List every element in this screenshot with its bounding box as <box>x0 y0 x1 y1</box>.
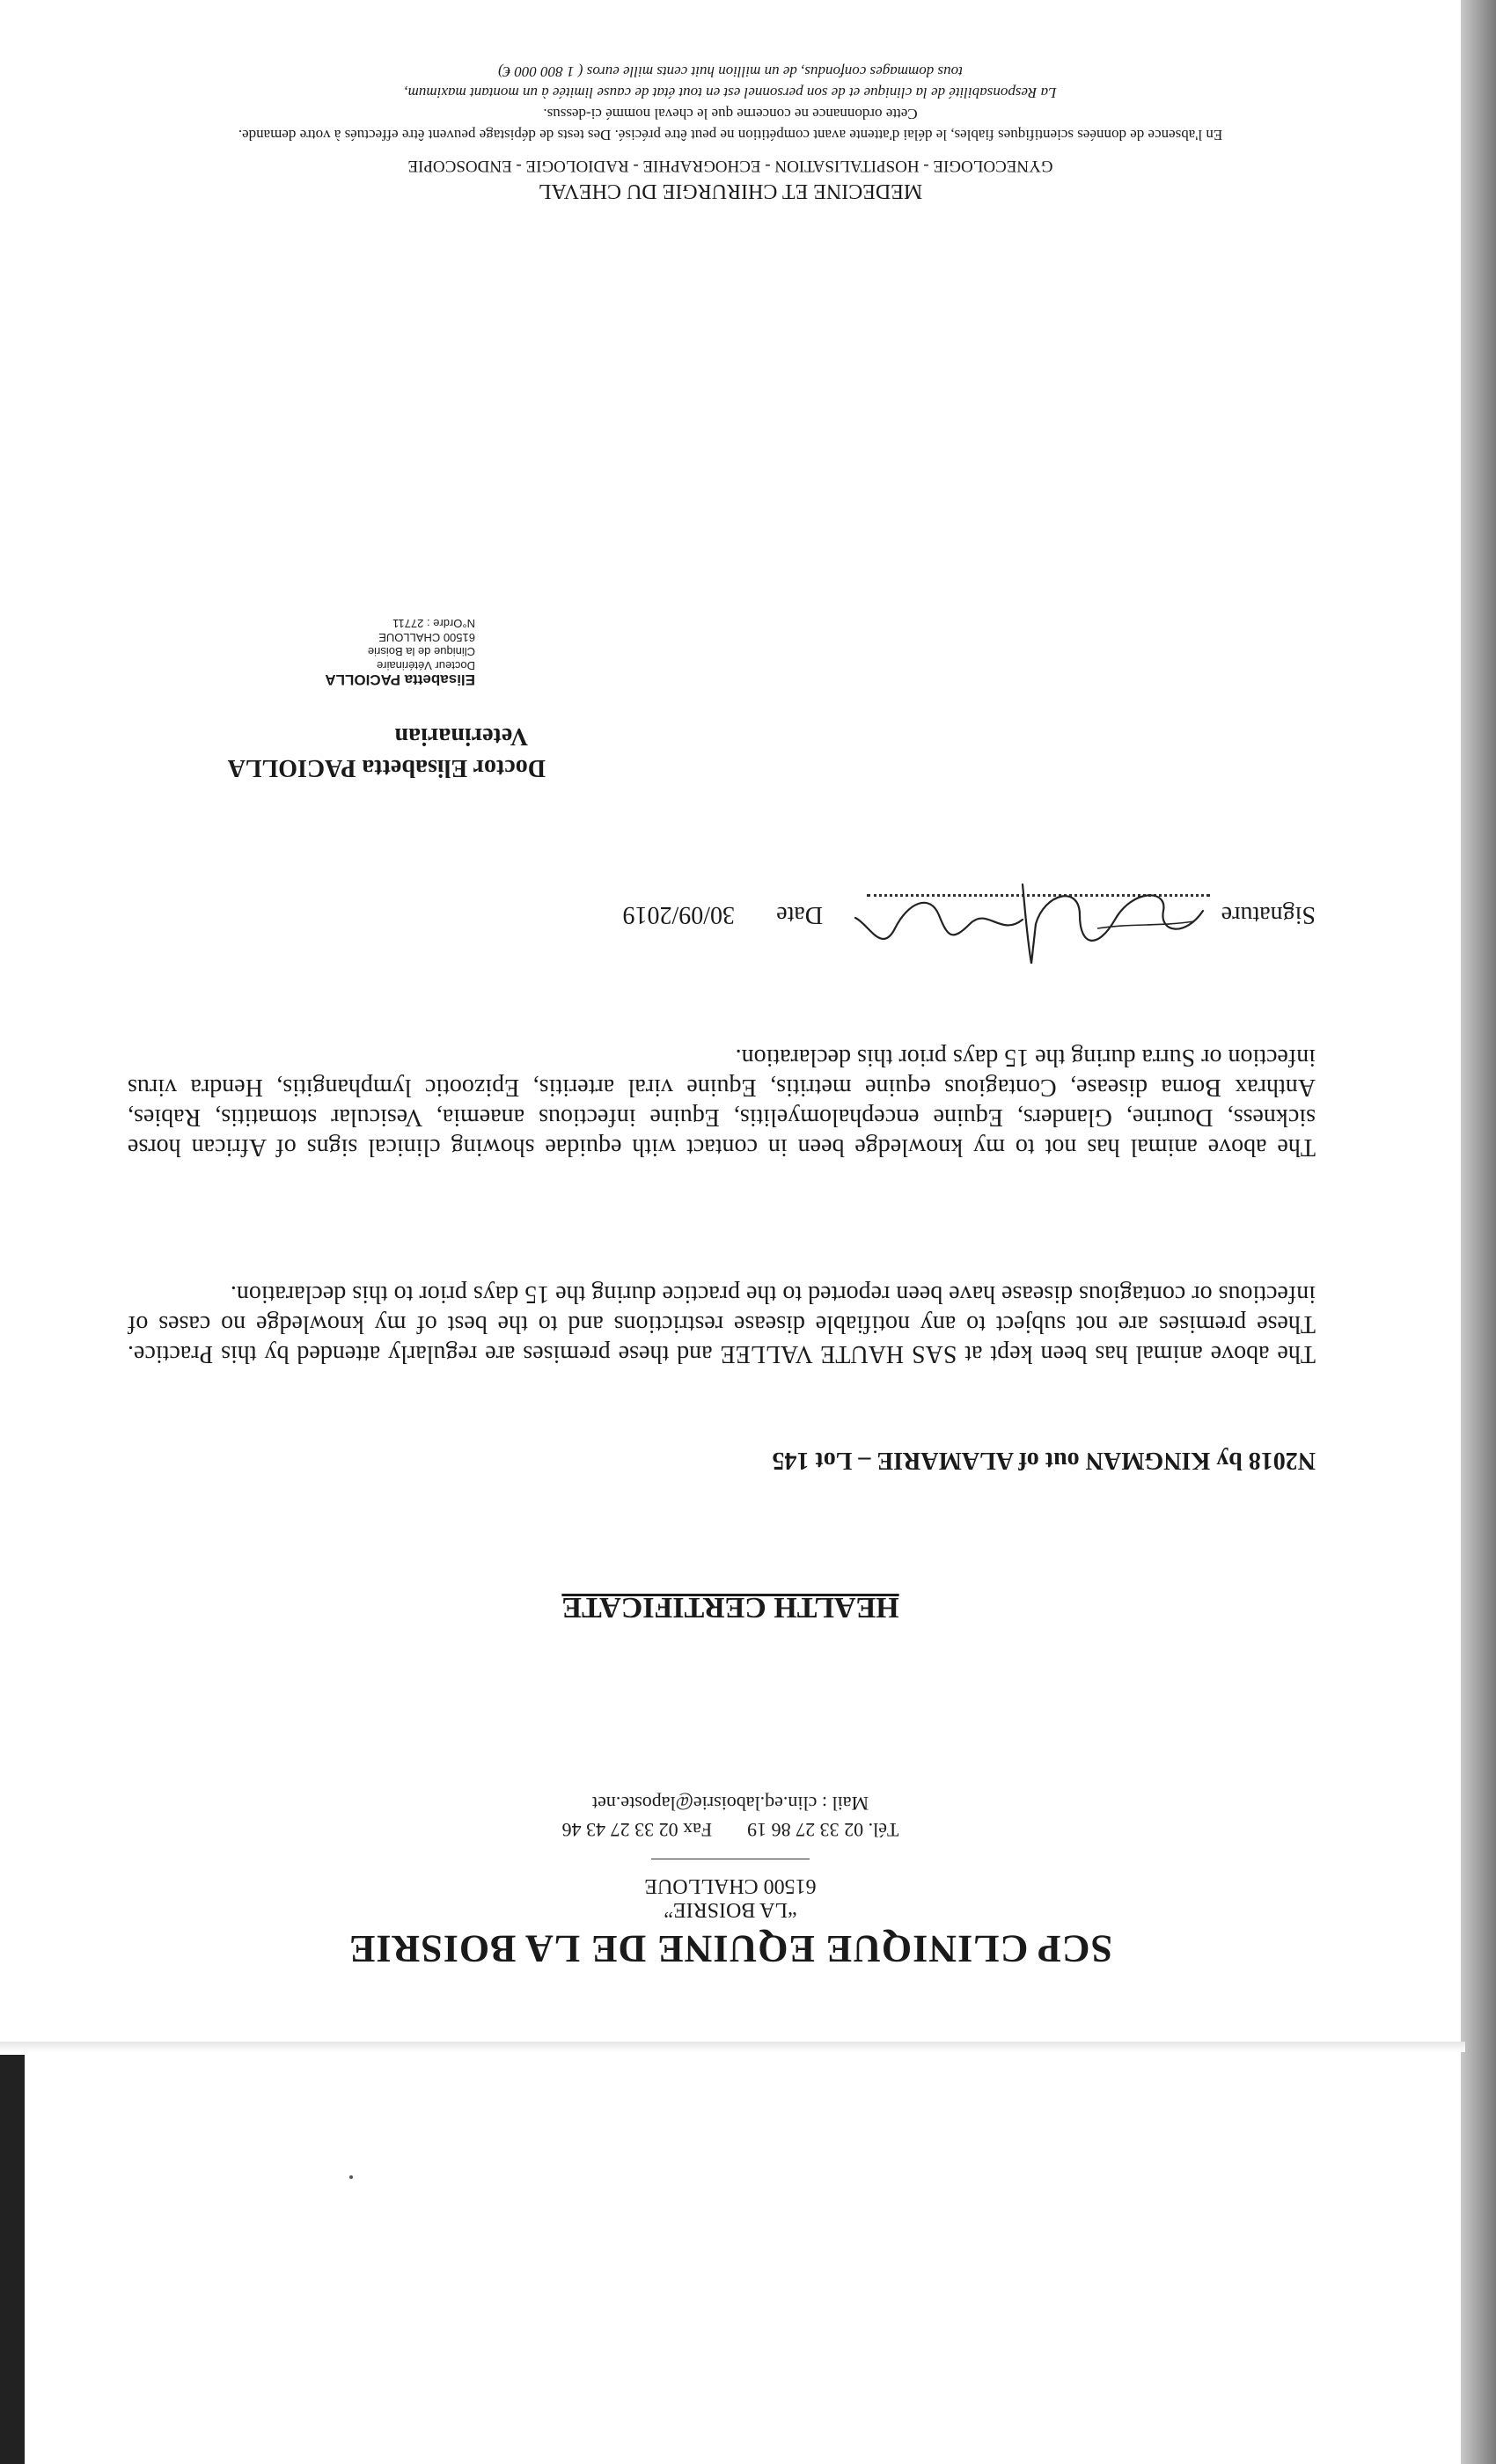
clinic-fax: Fax 02 33 27 43 46 <box>561 1819 713 1841</box>
stamp-order-number: N°Ordre : 27711 <box>392 617 475 630</box>
veterinary-stamp <box>325 616 475 686</box>
stamp-town: 61500 CHALLOUE <box>378 631 475 644</box>
footer-note-scope: Cette ordonnance ne concerne que le cheval nommé ci-dessus. <box>543 106 918 122</box>
doctor-role: Veterinarian <box>394 722 528 750</box>
premises-declaration: The above animal has been kept at SAS HAUTE VALLEE and these premises are regularly attended by this Practice. These premises are not subject to any notifiable disease restrictions and to the best of my knowledge no cases of infectious or contagious disease have been reported to the practice during the 15 days prior to this declaration. <box>128 1280 1316 1368</box>
footer-specialty: MEDECINE ET CHIRURGIE DU CHEVAL <box>538 180 923 202</box>
horse-identification: N2018 by KINGMAN out of ALAMARIE – Lot 145 <box>772 1447 1316 1474</box>
footer-note-liability: La Responsabilité de la clinique et de son personnel est en tout état de cause limitée à un montant maximum, <box>404 84 1057 101</box>
signature-date: 30/09/2019 <box>622 901 735 928</box>
footer-services: GYNECOLOGIE - HOSPITALISATION - ECHOGRAPHIE - RADIOLOGIE - ENDOSCOPIE <box>407 157 1053 175</box>
footer-note-liability-amount: tous dommages confondus, de un million huit cents mille euros ( 1 800 000 €) <box>498 63 963 80</box>
contact-declaration: The above animal has not to my knowledge been in contact with equidae showing clinical signs of African horse sickness, Dourine, Glanders, Equine encephalomyelitis, Equine infectious anaemia, Vesicular stomatitis, Rabies, Anthrax Borna disease, Contagious equine metritis, Equine viral arteritis, Epizootic lymphangitis, Hendra virus infection or Surra during the 15 days prior this declaration. <box>128 1044 1316 1161</box>
date-label: Date <box>776 901 823 928</box>
clinic-phone: Tél. 02 33 27 86 19 <box>747 1819 899 1841</box>
signature-label: Signature <box>1221 901 1316 928</box>
stamp-name: Elisabetta PACIOLLA <box>325 671 475 688</box>
letterhead <box>0 1792 1461 1971</box>
footer <box>0 61 1461 202</box>
signature-row <box>128 867 1316 964</box>
stamp-clinic: Clinique de la Boisrie <box>367 645 475 658</box>
clinic-email: Mail : clin.eq.laboisrie@laposte.net <box>591 1793 869 1815</box>
scan-edge-stub <box>0 2055 25 2464</box>
contact-row <box>0 1818 1461 1841</box>
clinic-name: SCP CLINIQUE EQUINE DE LA BOISRIE <box>348 1927 1113 1970</box>
footer-note-tests: En l'absence de données scientifiques fiables, le délai d'attente avant compétition ne peut être précisé. Des tests de dépistage peuvent être effectués à votre demande. <box>238 127 1223 143</box>
doctor-block <box>228 720 546 783</box>
doctor-name: Doctor Elisabetta PACIOLLA <box>227 754 546 781</box>
scan-speck <box>349 2175 353 2179</box>
scan-edge-shadow <box>1461 0 1496 2464</box>
handwritten-signature <box>842 876 1212 972</box>
clinic-town: 61500 CHALLOUE <box>644 1874 817 1897</box>
clinic-place: “LA BOISRIE” <box>664 1898 797 1921</box>
certificate-title: HEALTH CERTIFICATE <box>561 1591 899 1624</box>
stamp-title: Docteur Vétérinaire <box>377 659 475 672</box>
